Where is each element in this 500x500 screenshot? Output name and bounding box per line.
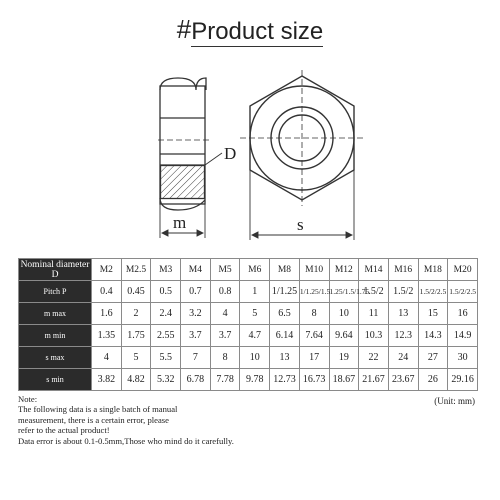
table-cell: 2.55 [151,325,181,347]
table-cell: 5.5 [151,347,181,369]
table-cell: 1.25/1.5/1.75 [329,281,359,303]
table-cell: 13 [388,303,418,325]
table-cell: 9.78 [240,369,270,391]
row-label: m max [19,303,92,325]
table-cell: 1/1.25/1.5 [299,281,329,303]
table-cell: 0.8 [210,281,240,303]
size-header: M5 [210,259,240,281]
size-header: M16 [388,259,418,281]
table-cell: 21.67 [359,369,389,391]
hatched-section [161,166,205,199]
label-m: m [173,213,187,232]
hash-symbol: # [176,14,192,44]
table-cell: 24 [388,347,418,369]
table-cell: 3.7 [210,325,240,347]
table-cell: 19 [329,347,359,369]
size-header: M14 [359,259,389,281]
front-view [240,70,364,206]
table-cell: 13 [270,347,300,369]
row-label: Pitch P [19,281,92,303]
table-row [19,325,478,347]
row-label: s max [19,347,92,369]
table-cell: 7.64 [299,325,329,347]
table-cell: 30 [448,347,478,369]
size-header: M2 [92,259,122,281]
table-cell: 3.7 [181,325,211,347]
unit-label: (Unit: mm) [434,396,475,406]
table-cell: 22 [359,347,389,369]
table-cell: 15 [418,303,448,325]
notes-line: refer to the actual product! [18,425,110,436]
table-cell: 10 [240,347,270,369]
table-cell: 10.3 [359,325,389,347]
table-cell: 6.14 [270,325,300,347]
table-cell: 1.35 [92,325,122,347]
table-cell: 1.6 [92,303,122,325]
nut-technical-drawing [0,60,500,255]
table-cell: 10 [329,303,359,325]
label-d: D [224,144,237,163]
table-cell: 5.32 [151,369,181,391]
notes [18,394,318,446]
table-cell: 12.73 [270,369,300,391]
table-cell: 0.5 [151,281,181,303]
table-cell: 3.2 [181,303,211,325]
table-cell: 8 [210,347,240,369]
size-header: M3 [151,259,181,281]
table-cell: 2.4 [151,303,181,325]
table-cell: 5 [240,303,270,325]
size-header: M20 [448,259,478,281]
table-cell: 7 [181,347,211,369]
table-cell: 1.75 [121,325,151,347]
size-table [18,258,478,391]
page-title [0,14,500,49]
table-cell: 17 [299,347,329,369]
table-cell: 1.5/2/2.5 [418,281,448,303]
table-cell: 0.45 [121,281,151,303]
table-cell: 6.5 [270,303,300,325]
table-cell: 14.3 [418,325,448,347]
table-row [19,303,478,325]
row-label: Nominal diameter D [19,259,92,281]
size-header: M18 [418,259,448,281]
table-cell: 6.78 [181,369,211,391]
notes-line: measurement, there is a certain error, please [18,414,169,425]
size-header: M12 [329,259,359,281]
table-cell: 18.67 [329,369,359,391]
table-row [19,281,478,303]
notes-line: Data error is about 0.1-0.5mm,Those who mind do it carefully. [18,435,234,446]
size-header: M8 [270,259,300,281]
table-cell: 3.82 [92,369,122,391]
table-cell: 0.7 [181,281,211,303]
table-cell: 8 [299,303,329,325]
row-label: s min [19,369,92,391]
table-cell: 12.3 [388,325,418,347]
table-cell: 0.4 [92,281,122,303]
table-cell: 9.64 [329,325,359,347]
table-cell: 1.5/2 [388,281,418,303]
size-header: M4 [181,259,211,281]
table-cell: 1.5/2 [359,281,389,303]
table-cell: 4.7 [240,325,270,347]
table-cell: 5 [121,347,151,369]
row-label: m min [19,325,92,347]
side-view [158,78,210,210]
notes-heading: Note: [18,394,38,404]
table-cell: 1 [240,281,270,303]
table-cell: 14.9 [448,325,478,347]
table-cell: 26 [418,369,448,391]
table-cell: 4 [92,347,122,369]
table-row [19,259,478,281]
d-leader [205,153,222,165]
title-text: Product size [191,18,324,45]
table-cell: 1/1.25 [270,281,300,303]
table-cell: 1.5/2/2.5 [448,281,478,303]
size-header: M2.5 [121,259,151,281]
table-cell: 16 [448,303,478,325]
table-cell: 29.16 [448,369,478,391]
size-header: M6 [240,259,270,281]
table-cell: 2 [121,303,151,325]
label-s: s [297,215,304,234]
table-cell: 27 [418,347,448,369]
table-cell: 23.67 [388,369,418,391]
table-row [19,369,478,391]
table-cell: 4 [210,303,240,325]
table-row [19,347,478,369]
table-cell: 7.78 [210,369,240,391]
table-cell: 4.82 [121,369,151,391]
notes-line: The following data is a single batch of manual [18,404,178,415]
table-cell: 11 [359,303,389,325]
size-header: M10 [299,259,329,281]
table-cell: 16.73 [299,369,329,391]
